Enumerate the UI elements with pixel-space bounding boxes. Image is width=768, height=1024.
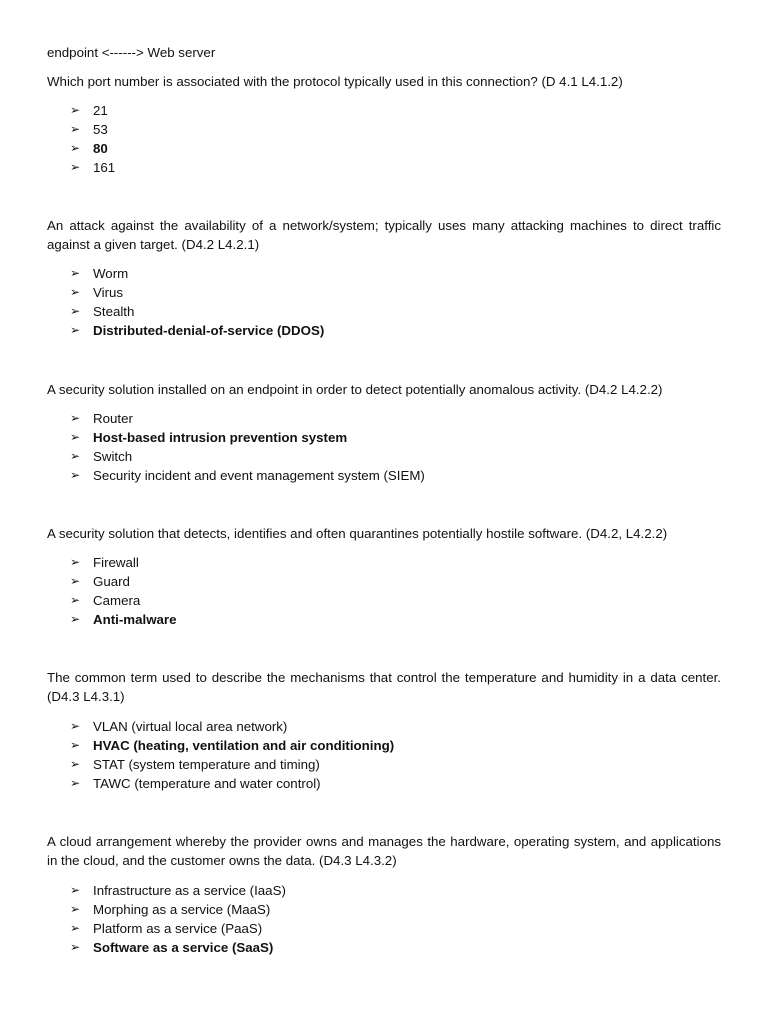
- question-3-option-3: ➢ Switch: [70, 449, 133, 464]
- question-2-option-1: ➢ Worm: [70, 266, 129, 281]
- question-2-option-2: ➢ Virus: [70, 285, 124, 300]
- question-5-option-4: ➢ TAWC (temperature and water control): [70, 776, 321, 791]
- arrowhead-bullet-icon: ➢: [70, 719, 81, 733]
- connection-header: endpoint <------> Web server: [47, 45, 216, 60]
- question-3-option-4: ➢ Security incident and event management system (SIEM): [70, 468, 425, 483]
- arrowhead-bullet-icon: ➢: [70, 430, 81, 444]
- question-4-option-1: ➢ Firewall: [70, 555, 139, 570]
- question-5-option-1: ➢ VLAN (virtual local area network): [70, 719, 288, 734]
- arrowhead-bullet-icon: ➢: [70, 411, 81, 425]
- question-6-option-3: ➢ Platform as a service (PaaS): [70, 921, 263, 936]
- arrowhead-bullet-icon: ➢: [70, 593, 81, 607]
- question-6-option-1: ➢ Infrastructure as a service (IaaS): [70, 883, 286, 898]
- arrowhead-bullet-icon: ➢: [70, 266, 81, 280]
- question-3-option-2: [70, 428, 347, 447]
- correct-answer: Software as a service (SaaS): [93, 940, 274, 955]
- question-2-option-3: ➢ Stealth: [70, 304, 135, 319]
- arrowhead-bullet-icon: ➢: [70, 738, 81, 752]
- question-3-option-1: ➢ Router: [70, 411, 133, 426]
- arrowhead-bullet-icon: ➢: [70, 122, 81, 136]
- question-1-option-4: ➢ 161: [70, 160, 116, 175]
- question-4-text: A security solution that detects, identifies and often quarantines potentially hostile software. (D4.2, L4.2.2): [47, 526, 668, 541]
- arrowhead-bullet-icon: ➢: [70, 776, 81, 790]
- correct-answer: Anti-malware: [93, 612, 177, 627]
- question-4-option-2: ➢ Guard: [70, 574, 130, 589]
- arrowhead-bullet-icon: ➢: [70, 612, 81, 626]
- question-1-option-2: ➢ 53: [70, 122, 108, 137]
- arrowhead-bullet-icon: ➢: [70, 574, 81, 588]
- question-1-option-3: [70, 139, 108, 158]
- question-4-option-4: [70, 610, 177, 629]
- question-3-text: A security solution installed on an endpoint in order to detect potentially anomalous activity. (D4.2 L4.2.2): [47, 382, 663, 397]
- question-6-option-4: [70, 938, 273, 957]
- arrowhead-bullet-icon: ➢: [70, 449, 81, 463]
- question-5-option-3: ➢ STAT (system temperature and timing): [70, 757, 320, 772]
- arrowhead-bullet-icon: ➢: [70, 902, 81, 916]
- arrowhead-bullet-icon: ➢: [70, 103, 81, 117]
- arrowhead-bullet-icon: ➢: [70, 160, 81, 174]
- question-4-option-3: ➢ Camera: [70, 593, 141, 608]
- arrowhead-bullet-icon: ➢: [70, 757, 81, 771]
- correct-answer: Distributed-denial-of-service (DDOS): [93, 323, 325, 338]
- arrowhead-bullet-icon: ➢: [70, 304, 81, 318]
- arrowhead-bullet-icon: ➢: [70, 468, 81, 482]
- correct-answer: HVAC (heating, ventilation and air conditioning): [93, 738, 395, 753]
- question-5-option-2: [70, 736, 394, 755]
- question-1-text: Which port number is associated with the protocol typically used in this connection? (D 4.1 L4.1.2): [47, 74, 623, 89]
- arrowhead-bullet-icon: ➢: [70, 323, 81, 337]
- question-2-option-4: [70, 321, 324, 340]
- correct-answer: 80: [93, 141, 108, 156]
- question-6-option-2: ➢ Morphing as a service (MaaS): [70, 902, 271, 917]
- question-5-text: The common term used to describe the mechanisms that control the temperature and humidity in a data center. (D4.3 L4.3.1): [47, 670, 721, 704]
- arrowhead-bullet-icon: ➢: [70, 555, 81, 569]
- arrowhead-bullet-icon: ➢: [70, 940, 81, 954]
- correct-answer: Host-based intrusion prevention system: [93, 430, 348, 445]
- question-6-text: A cloud arrangement whereby the provider owns and manages the hardware, operating system, and applications in the cloud, and the customer owns the data. (D4.3 L4.3.2): [47, 834, 721, 868]
- arrowhead-bullet-icon: ➢: [70, 921, 81, 935]
- question-2-text: An attack against the availability of a network/system; typically uses many attacking machines to direct traffic against a given target. (D4.2 L4.2.1): [47, 218, 721, 252]
- arrowhead-bullet-icon: ➢: [70, 883, 81, 897]
- question-1-option-1: ➢ 21: [70, 103, 108, 118]
- arrowhead-bullet-icon: ➢: [70, 141, 81, 155]
- arrowhead-bullet-icon: ➢: [70, 285, 81, 299]
